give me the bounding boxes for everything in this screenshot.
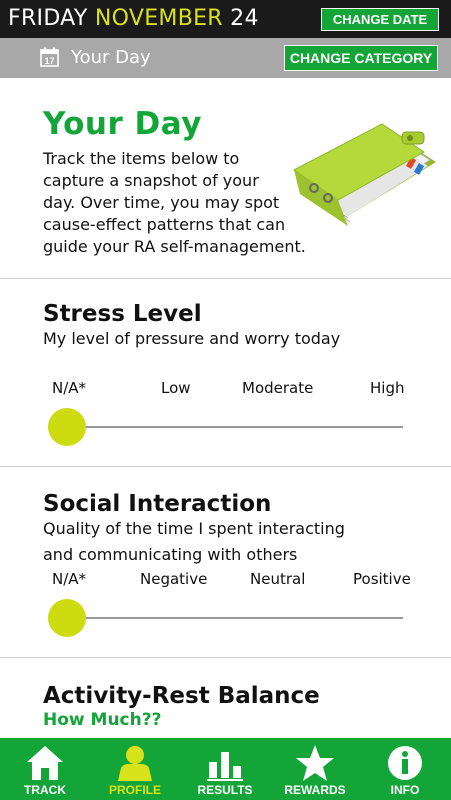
tab-track[interactable] [0, 738, 90, 800]
tab-label: TRACK [24, 783, 66, 797]
bar-chart-icon [205, 744, 245, 782]
social-slider-track[interactable] [67, 617, 403, 619]
intro-line: guide your RA self-management. [43, 237, 306, 256]
social-label-positive: Positive [353, 570, 411, 588]
intro-line: day. Over time, you may spot [43, 193, 280, 212]
date-number: 24 [230, 6, 259, 31]
intro-description [43, 148, 313, 258]
stress-label-high: High [370, 379, 405, 397]
stress-label-moderate: Moderate [242, 379, 314, 397]
tab-label: INFO [390, 783, 420, 797]
social-label-negative: Negative [140, 570, 208, 588]
section-divider [0, 278, 451, 279]
section-divider [0, 466, 451, 467]
tab-info[interactable] [360, 738, 450, 800]
tab-results[interactable] [180, 738, 270, 800]
intro-line: Track the items below to [43, 149, 240, 168]
change-date-button[interactable]: CHANGE DATE [321, 8, 439, 31]
tab-label: PROFILE [108, 783, 161, 797]
current-date [8, 5, 259, 33]
social-description-line: and communicating with others [43, 545, 298, 564]
section-divider [0, 657, 451, 658]
social-label-neutral: Neutral [250, 570, 306, 588]
activity-rest-title: Activity-Rest Balance [43, 683, 320, 709]
intro-line: cause-effect patterns that can [43, 215, 286, 234]
info-icon [385, 744, 425, 782]
planner-illustration [290, 118, 440, 238]
tab-profile[interactable] [90, 738, 180, 800]
page-title: Your Day [43, 106, 202, 142]
category-title: Your Day [71, 47, 151, 68]
social-slider-thumb[interactable] [48, 599, 86, 637]
social-interaction-description [43, 516, 413, 568]
tab-label: REWARDS [284, 783, 346, 797]
stress-slider-thumb[interactable] [48, 408, 86, 446]
date-day: FRIDAY [8, 6, 88, 31]
social-interaction-title: Social Interaction [43, 491, 272, 517]
stress-level-description: My level of pressure and worry today [43, 329, 341, 348]
social-label-na: N/A* [52, 570, 87, 588]
person-icon [115, 744, 155, 782]
activity-rest-subtitle: How Much?? [43, 710, 162, 730]
calendar-number: 17 [44, 56, 55, 66]
change-category-button[interactable]: CHANGE CATEGORY [284, 45, 438, 71]
star-icon [295, 744, 335, 782]
calendar-icon [40, 47, 59, 67]
tab-label: RESULTS [197, 783, 253, 797]
date-month: NOVEMBER [94, 6, 223, 31]
stress-slider-track[interactable] [67, 426, 403, 428]
stress-label-na: N/A* [52, 379, 87, 397]
social-description-line: Quality of the time I spent interacting [43, 519, 345, 538]
house-icon [25, 744, 65, 782]
tab-rewards[interactable] [270, 738, 360, 800]
intro-line: capture a snapshot of your [43, 171, 259, 190]
stress-label-low: Low [161, 379, 191, 397]
stress-level-title: Stress Level [43, 301, 202, 327]
